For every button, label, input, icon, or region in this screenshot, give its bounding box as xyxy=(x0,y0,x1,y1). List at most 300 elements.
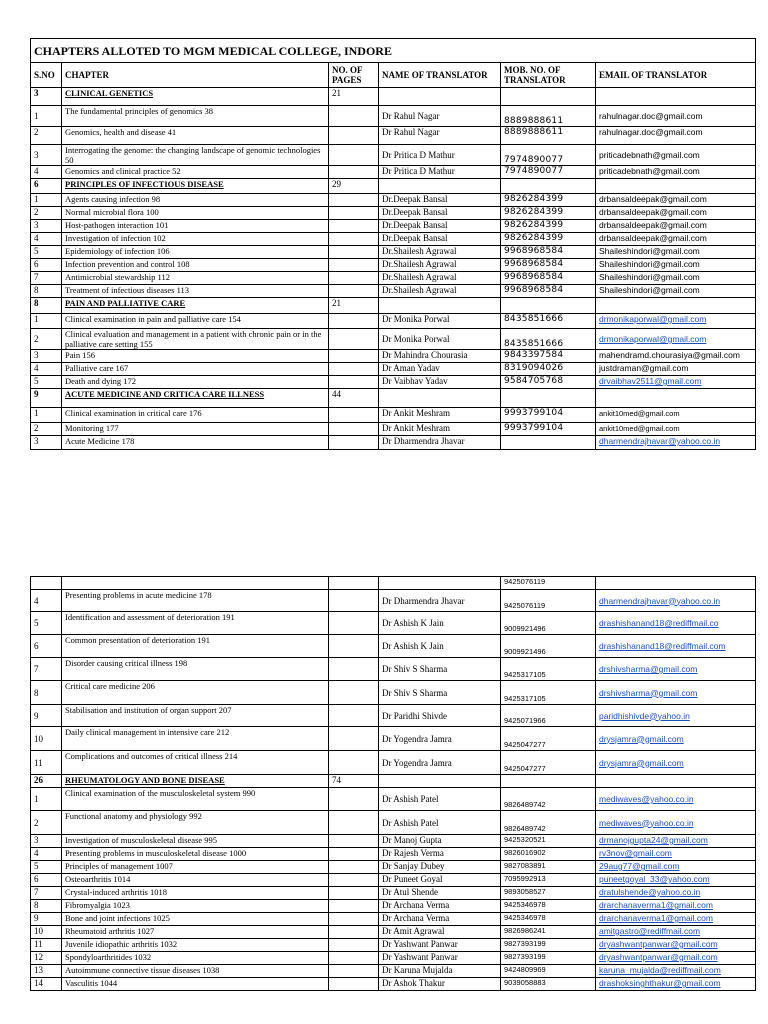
row-chapter: Investigation of infection 102 xyxy=(62,233,329,246)
row-email-cell xyxy=(596,363,756,376)
row-mobile: 9968968584 xyxy=(501,272,596,285)
email-link[interactable]: drshivsharma@gmail.com xyxy=(599,664,698,674)
row-pages xyxy=(329,590,379,612)
row-email-cell xyxy=(596,978,756,991)
row-translator: Dr Shiv S Sharma xyxy=(379,658,501,681)
row-email-cell xyxy=(596,887,756,900)
table-row xyxy=(31,939,756,952)
row-mobile: 9425047277 xyxy=(501,751,596,775)
email-link[interactable]: drmonikaporwal@gmail.com xyxy=(599,334,707,344)
row-sno: 5 xyxy=(31,246,62,259)
row-email-cell xyxy=(596,635,756,658)
row-pages xyxy=(329,145,379,166)
email-link[interactable]: dharmendrajhavar@yahoo.co.in xyxy=(599,436,721,446)
email-text: rahulnagar.doc@gmail.com xyxy=(599,127,703,137)
email-link[interactable]: dratulshende@yahoo.co.in xyxy=(599,887,701,897)
row-pages xyxy=(329,329,379,350)
email-link[interactable]: drashishanand18@rediffmail.com xyxy=(599,641,726,651)
row-translator: Dr Paridhi Shivde xyxy=(379,705,501,727)
table-row xyxy=(31,246,756,259)
row-email-cell xyxy=(596,314,756,329)
header-pages: NO. OF PAGES xyxy=(329,63,379,88)
row-mobile: 9425071966 xyxy=(501,705,596,727)
row-email-cell xyxy=(596,246,756,259)
row-chapter: Principles of management 1007 xyxy=(62,861,329,874)
row-pages xyxy=(329,272,379,285)
row-pages xyxy=(329,887,379,900)
section-title: ACUTE MEDICINE AND CRITICA CARE ILLNESS xyxy=(62,389,329,408)
section-number: 9 xyxy=(31,389,62,408)
row-sno: 4 xyxy=(31,848,62,861)
chapters-table-1 xyxy=(30,38,756,450)
email-link[interactable]: karuna_mujalda@rediffmail.com xyxy=(599,965,721,975)
row-sno: 1 xyxy=(31,194,62,207)
row-mobile: 8435851666 xyxy=(501,314,596,329)
row-translator: Dr Mahindra Chourasia xyxy=(379,350,501,363)
row-pages xyxy=(329,835,379,848)
section-pages: 44 xyxy=(329,389,379,408)
row-chapter: Daily clinical management in intensive care 212 xyxy=(62,727,329,751)
row-mobile: 9993799104 xyxy=(501,408,596,423)
row-email-cell xyxy=(596,913,756,926)
row-pages xyxy=(329,788,379,811)
row-pages xyxy=(329,285,379,298)
row-translator: Dr Manoj Gupta xyxy=(379,835,501,848)
row-translator: Dr Ashish Patel xyxy=(379,788,501,811)
row-translator: Dr.Shailesh Agrawal xyxy=(379,272,501,285)
row-translator: Dr Rajesh Verma xyxy=(379,848,501,861)
row-chapter xyxy=(62,577,329,590)
email-text: drbansaldeepak@gmail.com xyxy=(599,194,707,204)
email-link[interactable]: drashishanand18@rediffmail.co xyxy=(599,618,719,628)
row-mobile: 9826284399 xyxy=(501,220,596,233)
row-translator: Dr Ankit Meshram xyxy=(379,408,501,423)
row-pages xyxy=(329,874,379,887)
row-translator: Dr Dharmendra Jhavar xyxy=(379,590,501,612)
row-chapter: Clinical examination of the musculoskeletal system 990 xyxy=(62,788,329,811)
row-email-cell xyxy=(596,681,756,705)
email-link[interactable]: drarchanaverma1@gmail.com xyxy=(599,913,713,923)
row-chapter: Fibromyalgia 1023 xyxy=(62,900,329,913)
email-link[interactable]: drysjamra@gmail.com xyxy=(599,757,684,768)
row-email-cell xyxy=(596,127,756,145)
row-translator: Dr Rahul Nagar xyxy=(379,106,501,127)
table-row xyxy=(31,727,756,751)
row-email-cell xyxy=(596,233,756,246)
row-chapter: Antimicrobial stewardship 112 xyxy=(62,272,329,285)
row-translator: Dr Dharmendra Jhavar xyxy=(379,436,501,450)
row-pages xyxy=(329,861,379,874)
row-email-cell xyxy=(596,145,756,166)
row-mobile: 9827393199 xyxy=(501,952,596,965)
row-sno: 5 xyxy=(31,612,62,635)
row-translator xyxy=(379,577,501,590)
row-sno: 2 xyxy=(31,127,62,145)
table-row xyxy=(31,127,756,145)
row-sno: 1 xyxy=(31,106,62,127)
row-pages xyxy=(329,635,379,658)
row-translator: Dr.Deepak Bansal xyxy=(379,207,501,220)
section-row xyxy=(31,179,756,194)
row-chapter: Genomics and clinical practice 52 xyxy=(62,166,329,179)
row-translator: Dr Archana Verma xyxy=(379,913,501,926)
empty-cell xyxy=(596,88,756,106)
row-pages xyxy=(329,194,379,207)
row-chapter: Common presentation of deterioration 191 xyxy=(62,635,329,658)
row-pages xyxy=(329,436,379,450)
row-translator: Dr.Shailesh Agrawal xyxy=(379,285,501,298)
row-pages xyxy=(329,913,379,926)
row-pages xyxy=(329,408,379,423)
header-row xyxy=(31,63,756,88)
table-row xyxy=(31,436,756,450)
empty-cell xyxy=(501,389,596,408)
empty-cell xyxy=(379,298,501,314)
row-sno: 8 xyxy=(31,900,62,913)
email-text: justdraman@gmail.com xyxy=(599,363,689,373)
table-row xyxy=(31,233,756,246)
section-title: CLINICAL GENETICS xyxy=(62,88,329,106)
row-chapter: Osteoarthritis 1014 xyxy=(62,874,329,887)
email-link[interactable]: drmanojgupta24@gmail.com xyxy=(599,835,708,845)
row-translator: Dr.Deepak Bansal xyxy=(379,233,501,246)
row-sno: 8 xyxy=(31,681,62,705)
row-sno: 9 xyxy=(31,705,62,727)
row-sno: 12 xyxy=(31,952,62,965)
row-translator: Dr Ankit Meshram xyxy=(379,423,501,436)
row-chapter: Normal microbial flora 100 xyxy=(62,207,329,220)
row-chapter: Pain 156 xyxy=(62,350,329,363)
row-mobile: 9826284399 xyxy=(501,194,596,207)
row-mobile: 9584705768 xyxy=(501,376,596,389)
table-row xyxy=(31,285,756,298)
empty-cell xyxy=(596,775,756,788)
section-number: 8 xyxy=(31,298,62,314)
row-email-cell xyxy=(596,727,756,751)
table-row xyxy=(31,835,756,848)
email-link[interactable]: mediwaves@yahoo.co.in xyxy=(599,817,694,828)
row-translator: Dr Aman Yadav xyxy=(379,363,501,376)
row-sno: 7 xyxy=(31,272,62,285)
email-link[interactable]: drashoksinghthakur@gmail.com xyxy=(599,978,721,988)
row-pages xyxy=(329,952,379,965)
section-number: 26 xyxy=(31,775,62,788)
table-row xyxy=(31,635,756,658)
row-mobile: 9009921496 xyxy=(501,612,596,635)
row-sno: 10 xyxy=(31,926,62,939)
table-row xyxy=(31,363,756,376)
empty-cell xyxy=(379,179,501,194)
row-sno: 3 xyxy=(31,436,62,450)
email-text: drbansaldeepak@gmail.com xyxy=(599,220,707,230)
table-row xyxy=(31,751,756,775)
row-email-cell xyxy=(596,436,756,450)
row-email-cell xyxy=(596,329,756,350)
row-sno: 3 xyxy=(31,835,62,848)
row-mobile: 9826284399 xyxy=(501,207,596,220)
empty-cell xyxy=(501,298,596,314)
email-link[interactable]: mediwaves@yahoo.co.in xyxy=(599,794,694,804)
row-mobile: 9425317105 xyxy=(501,658,596,681)
section-number: 3 xyxy=(31,88,62,106)
section-row xyxy=(31,389,756,408)
row-pages xyxy=(329,106,379,127)
row-mobile: 8889888611 xyxy=(501,106,596,127)
email-text: Shaileshindori@gmail.com xyxy=(599,259,700,269)
row-sno: 5 xyxy=(31,861,62,874)
table-row xyxy=(31,577,756,590)
row-chapter: Stabilisation and institution of organ support 207 xyxy=(62,705,329,727)
row-translator: Dr Karuna Mujalda xyxy=(379,965,501,978)
email-link[interactable]: amitgastro@rediffmail.com xyxy=(599,926,701,936)
row-email-cell xyxy=(596,376,756,389)
row-sno: 2 xyxy=(31,329,62,350)
row-chapter: Genomics, health and disease 41 xyxy=(62,127,329,145)
row-mobile: 9424809969 xyxy=(501,965,596,978)
row-translator: Dr.Deepak Bansal xyxy=(379,220,501,233)
row-mobile: 9827083891 xyxy=(501,861,596,874)
row-sno: 4 xyxy=(31,590,62,612)
row-email-cell xyxy=(596,612,756,635)
empty-cell xyxy=(379,775,501,788)
row-mobile: 9893058527 xyxy=(501,887,596,900)
table-row xyxy=(31,965,756,978)
row-email-cell xyxy=(596,658,756,681)
row-translator: Dr Pritica D Mathur xyxy=(379,166,501,179)
table-row xyxy=(31,194,756,207)
email-link[interactable]: dryashwantpanwar@gmail.com xyxy=(599,939,718,949)
email-link[interactable]: dryashwantpanwar@gmail.com xyxy=(599,952,718,962)
email-link[interactable]: dharmendrajhavar@yahoo.co.in xyxy=(599,595,721,606)
row-sno: 4 xyxy=(31,363,62,376)
row-sno: 7 xyxy=(31,658,62,681)
table-row xyxy=(31,590,756,612)
table-row xyxy=(31,350,756,363)
table-row xyxy=(31,259,756,272)
row-mobile: 9993799104 xyxy=(501,423,596,436)
email-text: rahulnagar.doc@gmail.com xyxy=(599,111,703,121)
header-translator: NAME OF TRANSLATOR xyxy=(379,63,501,88)
row-email-cell xyxy=(596,848,756,861)
section-title: PRINCIPLES OF INFECTIOUS DISEASE xyxy=(62,179,329,194)
row-pages xyxy=(329,612,379,635)
table-row xyxy=(31,408,756,423)
email-link[interactable]: 29aug77@gmail.com xyxy=(599,861,680,871)
row-mobile: 8319094026 xyxy=(501,363,596,376)
row-pages xyxy=(329,926,379,939)
row-chapter: Clinical examination in critical care 176 xyxy=(62,408,329,423)
email-link[interactable]: drysjamra@gmail.com xyxy=(599,733,684,744)
row-mobile: 9968968584 xyxy=(501,246,596,259)
row-chapter: Clinical examination in pain and palliative care 154 xyxy=(62,314,329,329)
row-chapter: Disorder causing critical illness 198 xyxy=(62,658,329,681)
row-mobile: 9039058883 xyxy=(501,978,596,991)
row-email-cell xyxy=(596,751,756,775)
row-pages xyxy=(329,577,379,590)
row-mobile: 9425317105 xyxy=(501,681,596,705)
row-mobile: 7974890077 xyxy=(501,166,596,179)
row-translator: Dr Atul Shende xyxy=(379,887,501,900)
row-pages xyxy=(329,900,379,913)
table-row xyxy=(31,705,756,727)
row-email-cell xyxy=(596,861,756,874)
row-pages xyxy=(329,681,379,705)
section-pages: 74 xyxy=(329,775,379,788)
row-email-cell xyxy=(596,272,756,285)
table-row xyxy=(31,874,756,887)
row-mobile: 9968968584 xyxy=(501,285,596,298)
table-row xyxy=(31,887,756,900)
row-mobile: 8435851666 xyxy=(501,329,596,350)
row-chapter: Investigation of musculoskeletal disease 995 xyxy=(62,835,329,848)
row-mobile xyxy=(501,436,596,450)
empty-cell xyxy=(379,389,501,408)
email-link[interactable]: rv3nov@gmail.com xyxy=(599,848,672,858)
row-chapter: Vasculitis 1044 xyxy=(62,978,329,991)
row-email-cell xyxy=(596,926,756,939)
row-email-cell xyxy=(596,965,756,978)
row-sno: 11 xyxy=(31,939,62,952)
row-mobile: 9826489742 xyxy=(501,788,596,811)
row-sno: 6 xyxy=(31,635,62,658)
row-chapter: Monitoring 177 xyxy=(62,423,329,436)
row-sno: 10 xyxy=(31,727,62,751)
empty-cell xyxy=(379,88,501,106)
row-translator: Dr Ashish K Jain xyxy=(379,612,501,635)
row-chapter: Treatment of infectious diseases 113 xyxy=(62,285,329,298)
row-mobile: 7974890077 xyxy=(501,145,596,166)
row-pages xyxy=(329,727,379,751)
row-email-cell xyxy=(596,788,756,811)
row-pages xyxy=(329,220,379,233)
row-translator: Dr.Shailesh Agrawal xyxy=(379,259,501,272)
header-email: EMAIL OF TRANSLATOR xyxy=(596,63,756,88)
section-pages: 21 xyxy=(329,298,379,314)
section-row xyxy=(31,88,756,106)
row-pages xyxy=(329,233,379,246)
row-mobile: 8889888611 xyxy=(501,127,596,145)
row-chapter: Functional anatomy and physiology 992 xyxy=(62,811,329,835)
row-mobile: 9826489742 xyxy=(501,811,596,835)
row-chapter: Presenting problems in musculoskeletal disease 1000 xyxy=(62,848,329,861)
row-sno: 8 xyxy=(31,285,62,298)
row-translator: Dr Yashwant Panwar xyxy=(379,939,501,952)
row-chapter: Interrogating the genome: the changing landscape of genomic technologies 50 xyxy=(62,145,329,166)
table-row xyxy=(31,207,756,220)
row-pages xyxy=(329,363,379,376)
row-translator: Dr Monika Porwal xyxy=(379,329,501,350)
row-translator: Dr Monika Porwal xyxy=(379,314,501,329)
section-pages: 29 xyxy=(329,179,379,194)
table-row xyxy=(31,106,756,127)
row-sno: 1 xyxy=(31,314,62,329)
row-mobile: 9826284399 xyxy=(501,233,596,246)
row-mobile: 9425346978 xyxy=(501,913,596,926)
row-sno: 3 xyxy=(31,145,62,166)
header-mobile: MOB. NO. OF TRANSLATOR xyxy=(501,63,596,88)
row-pages xyxy=(329,811,379,835)
row-pages xyxy=(329,207,379,220)
row-pages xyxy=(329,127,379,145)
row-chapter: Autoimmune connective tissue diseases 1038 xyxy=(62,965,329,978)
row-translator: Dr Ashish K Jain xyxy=(379,635,501,658)
email-link[interactable]: drarchanaverma1@gmail.com xyxy=(599,900,713,910)
row-chapter: Identification and assessment of deterioration 191 xyxy=(62,612,329,635)
row-translator: Dr Yogendra Jamra xyxy=(379,727,501,751)
row-sno: 7 xyxy=(31,887,62,900)
row-mobile: 9826016902 xyxy=(501,848,596,861)
row-email-cell xyxy=(596,835,756,848)
email-text: Shaileshindori@gmail.com xyxy=(599,272,700,282)
row-sno xyxy=(31,577,62,590)
row-email-cell xyxy=(596,207,756,220)
email-link[interactable]: puneetgoyal_33@yahoo.com xyxy=(599,874,710,884)
row-translator: Dr Vaibhav Yadav xyxy=(379,376,501,389)
email-text: Shaileshindori@gmail.com xyxy=(599,246,700,256)
table-row xyxy=(31,926,756,939)
empty-cell xyxy=(501,179,596,194)
email-text: ankit10med@gmail.com xyxy=(599,409,680,418)
row-email-cell xyxy=(596,811,756,835)
header-sno: S.NO xyxy=(31,63,62,88)
row-email-cell xyxy=(596,590,756,612)
table-row xyxy=(31,329,756,350)
row-email-cell xyxy=(596,408,756,423)
row-translator: Dr.Shailesh Agrawal xyxy=(379,246,501,259)
row-translator: Dr Yashwant Panwar xyxy=(379,952,501,965)
row-chapter: Bone and joint infections 1025 xyxy=(62,913,329,926)
empty-cell xyxy=(501,775,596,788)
email-link[interactable]: drshivsharma@gmail.com xyxy=(599,687,698,698)
email-link[interactable]: drmonikaporwal@gmail.com xyxy=(599,314,707,324)
row-chapter: Complications and outcomes of critical illness 214 xyxy=(62,751,329,775)
title-row xyxy=(31,39,756,63)
row-sno: 1 xyxy=(31,788,62,811)
row-email-cell xyxy=(596,194,756,207)
row-email-cell xyxy=(596,423,756,436)
table-row xyxy=(31,612,756,635)
row-pages xyxy=(329,705,379,727)
section-row xyxy=(31,298,756,314)
row-chapter: Presenting problems in acute medicine 178 xyxy=(62,590,329,612)
row-mobile: 7095992913 xyxy=(501,874,596,887)
row-chapter: Death and dying 172 xyxy=(62,376,329,389)
section-pages: 21 xyxy=(329,88,379,106)
email-link[interactable]: drvaibhav2511@gmail.com xyxy=(599,376,702,386)
email-link[interactable]: paridhishivde@yahoo.in xyxy=(599,710,690,721)
row-chapter: Palliative care 167 xyxy=(62,363,329,376)
row-sno: 5 xyxy=(31,376,62,389)
row-mobile: 9826986241 xyxy=(501,926,596,939)
row-translator: Dr Sanjay Dubey xyxy=(379,861,501,874)
row-mobile: 9425076119 xyxy=(501,590,596,612)
row-chapter: Rheumatoid arthritis 1027 xyxy=(62,926,329,939)
table-row xyxy=(31,952,756,965)
email-text: drbansaldeepak@gmail.com xyxy=(599,233,707,243)
row-chapter: Juvenile idiopathic arthritis 1032 xyxy=(62,939,329,952)
table-row xyxy=(31,788,756,811)
table-row xyxy=(31,913,756,926)
table-row xyxy=(31,423,756,436)
row-pages xyxy=(329,751,379,775)
row-chapter: Epidemiology of infection 106 xyxy=(62,246,329,259)
section-number: 6 xyxy=(31,179,62,194)
table-row xyxy=(31,376,756,389)
row-sno: 2 xyxy=(31,811,62,835)
row-translator: Dr Puneet Goyal xyxy=(379,874,501,887)
row-email-cell xyxy=(596,939,756,952)
row-chapter: Agents causing infection 98 xyxy=(62,194,329,207)
